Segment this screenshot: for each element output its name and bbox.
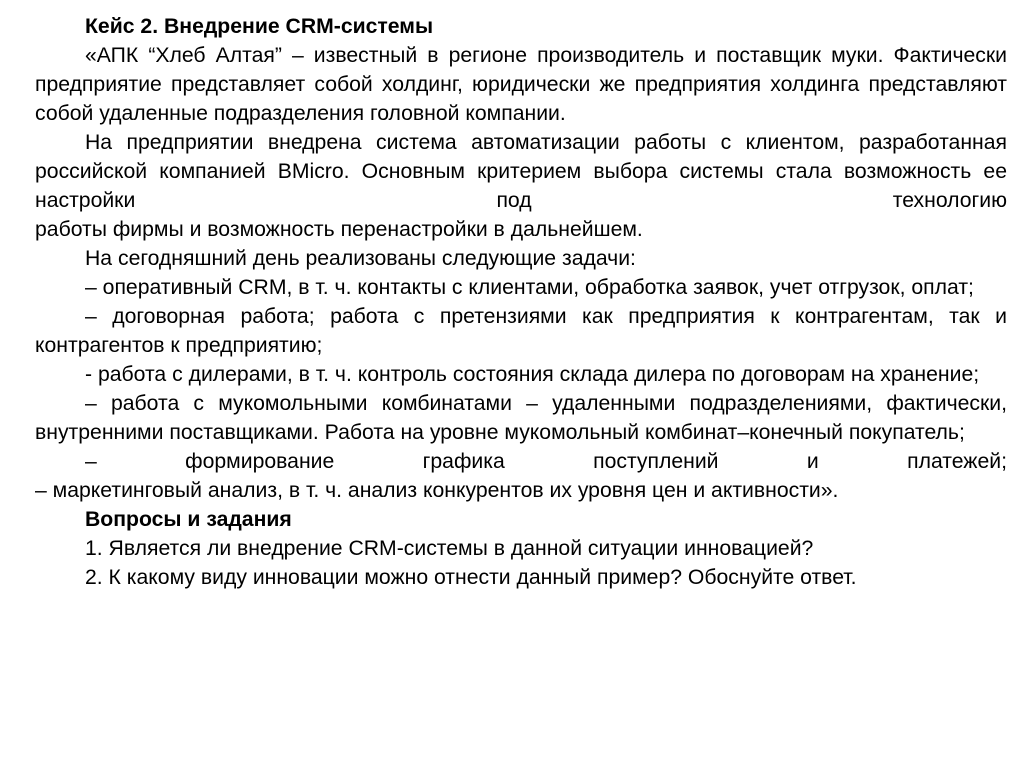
task-crm: – оперативный CRM, в т. ч. контакты с клиентами, обработка заявок, учет отгрузок, оплат; (85, 276, 974, 299)
paragraph-system-line1: На предприятии внедрена система автоматизации работы с клиентом, разработанная российской компанией BMicro. Основным критерием выбора системы стала возможность ее настройки под технологию (35, 131, 1007, 212)
task-schedule: – формирование графика поступлений и платежей; (85, 450, 1007, 473)
question-2: 2. К какому виду инновации можно отнести данный пример? Обоснуйте ответ. (85, 566, 857, 589)
task-contracts: – договорная работа; работа с претензиями как предприятия к контрагентам, так и контрагентов к предприятию; (35, 305, 1007, 357)
question-1: 1. Является ли внедрение CRM-системы в данной ситуации инновацией? (85, 537, 814, 560)
paragraph-intro: «АПК “Хлеб Алтая” – известный в регионе производитель и поставщик муки. Фактически предприятие представляет собой холдинг, юридически же предприятия холдинга представляют собой удаленные подразделения головной компании. (35, 44, 1007, 125)
case-title: Кейс 2. Внедрение CRM-системы (85, 15, 434, 38)
task-dealers: - работа с дилерами, в т. ч. контроль состояния склада дилера по договорам на хранение; (85, 363, 980, 386)
questions-heading: Вопросы и задания (85, 508, 292, 531)
task-marketing: – маркетинговый анализ, в т. ч. анализ конкурентов их уровня цен и активности». (35, 479, 839, 502)
paragraph-system-line2: работы фирмы и возможность перенастройки в дальнейшем. (35, 218, 643, 241)
paragraph-tasks-intro: На сегодняшний день реализованы следующие задачи: (85, 247, 636, 270)
task-mills: – работа с мукомольными комбинатами – удаленными подразделениями, фактически, внутренними поставщиками. Работа на уровне мукомольный комбинат–конечный покупатель; (35, 392, 1007, 444)
document-page (35, 12, 1007, 592)
